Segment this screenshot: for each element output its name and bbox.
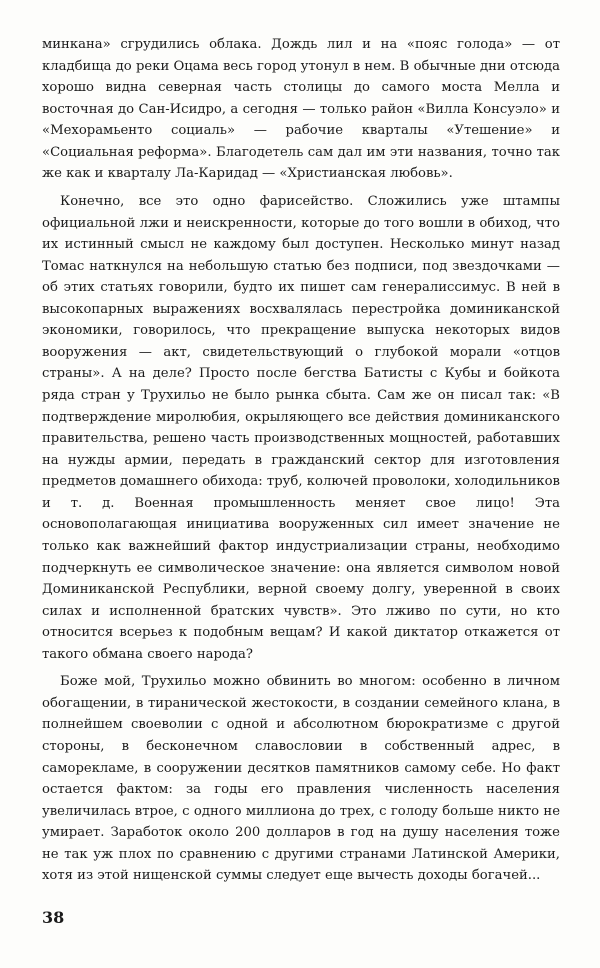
page-number: 38 (42, 908, 65, 927)
paragraph-3: Боже мой, Трухильо можно обвинить во многом: особенно в личном обогащении, в тиранической жестокости, в создании семейного клана, в полнейшем своеволии с одной и абсолютном бюрократизме с другой стороны, в бесконечном славословии в собственный адрес, в саморекламе, в сооружении десятков памятников самому себе. Но факт остается фактом: за годы его правления численность населения увеличилась втрое, с одного миллиона до трех, с голоду больше никто не умирает. Заработок около 200 долларов в год на душу населения тоже не так уж плох по сравнению с другими странами Латинской Америки, хотя из этой нищенской суммы следует еще вычесть доходы богачей... (42, 674, 560, 884)
paragraph-1: минкана» сгрудились облака. Дождь лил и на «пояс голода» — от кладбища до реки Оцама весь город утонул в нем. В обычные дни отсюда хорошо видна северная часть столицы до самого моста Мелла и восточная до Сан-Исидро, а сегодня — только район «Вилла Консуэло» и «Мехорамьенто социаль» — рабочие кварталы «Утешение» и «Социальная реформа». Благодетель сам дал им эти названия, точно так же как и кварталу Ла-Каридад — «Христианская любовь». (42, 37, 560, 182)
body-text (42, 34, 560, 887)
paragraph-2: Конечно, все это одно фарисейство. Сложились уже штампы официальной лжи и неискренности, которые до того вошли в обиход, что их истинный смысл не каждому был доступен. Несколько минут назад Томас наткнулся на небольшую статью без подписи, под звездочками — об этих статьях говорили, будто их пишет сам генералиссимус. В ней в высокопарных выражениях восхвалялась перестройка доминиканской экономики, говорилось, что прекращение выпуска некоторых видов вооружения — акт, свидетельствующий о глубокой морали «отцов страны». А на деле? Просто после бегства Батисты с Кубы и бойкота ряда стран у Трухильо не было рынка сбыта. Сам же он писал так: «В подтверждение миролюбия, окрыляющего все действия доминиканского правительства, решено часть производственных мощностей, работавших на нужды армии, передать в гражданский сектор для изготовления предметов домашнего обихода: труб, колючей проволоки, холодильников и т. д. Военная промышленность меняет свое лицо! Эта основополагающая инициатива вооруженных сил имеет значение не только как важнейший фактор индустриализации страны, необходимо подчеркнуть ее символическое значение: она является символом новой Доминиканской Республики, верной своему долгу, уверенной в своих силах и исполненной братских чувств». Это лживо по сути, но кто относится всерьез к подобным вещам? И какой диктатор откажется от такого обмана своего народа? (42, 193, 560, 662)
